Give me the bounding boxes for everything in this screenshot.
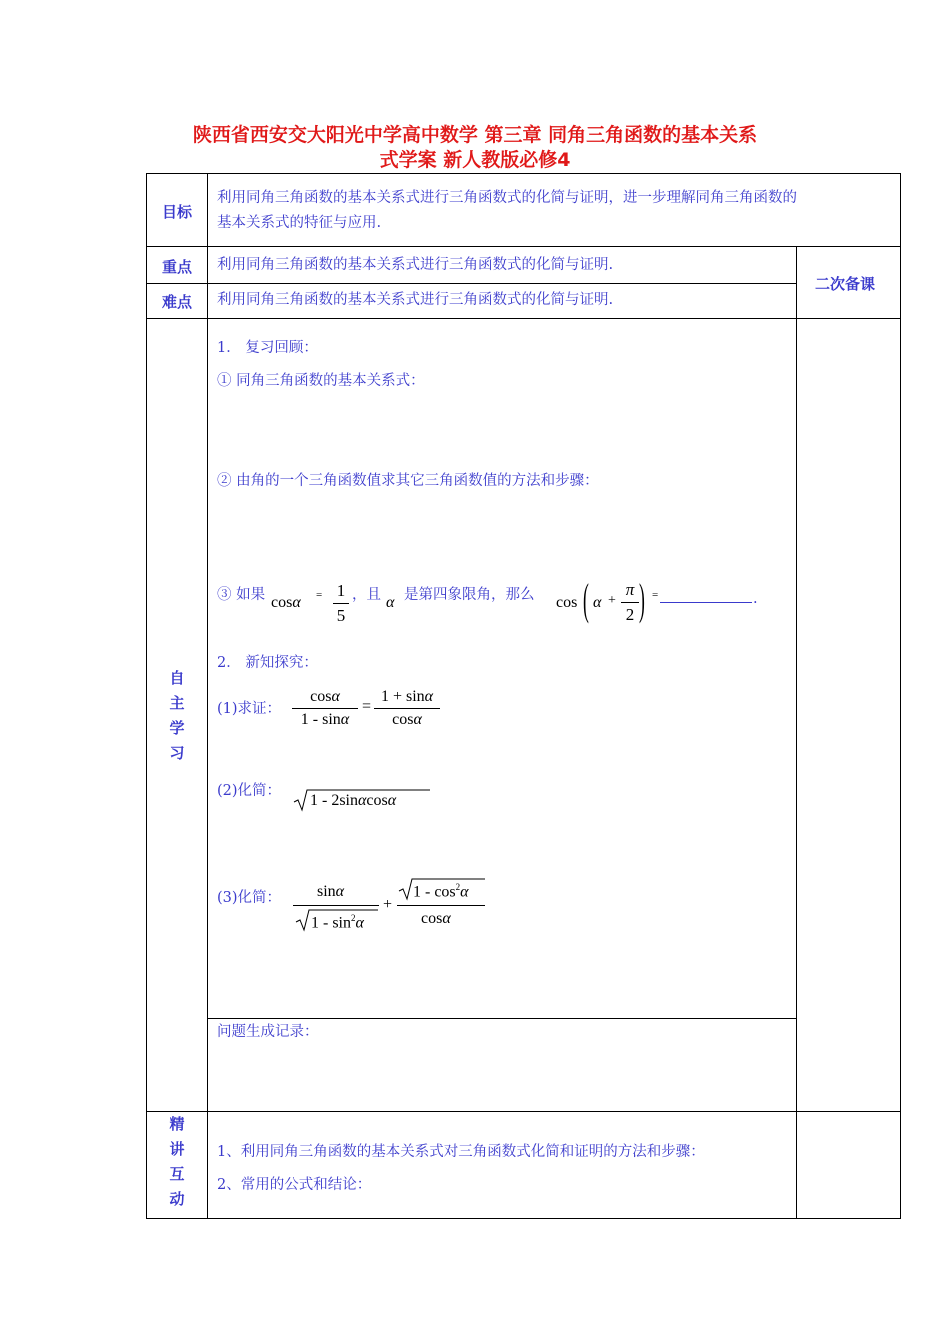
review-item-3-end: . <box>753 591 758 607</box>
review-item-2: ② 由角的一个三角函数值求其它三角函数值的方法和步骤： <box>217 473 599 489</box>
review-item-3-mid1: ，且 <box>352 587 381 603</box>
review-item-1: ① 同角三角函数的基本关系式： <box>217 373 425 389</box>
goal-text-line-2: 基本关系式的特征与应用. <box>217 215 382 231</box>
lecture-item-2: 2、常用的公式和结论： <box>217 1177 372 1193</box>
review-heading: 1． 复习回顾： <box>217 340 318 356</box>
right-paren: ) <box>639 575 645 624</box>
key-point-text: 利用同角三角函数的基本关系式进行三角函数式的化简与证明. <box>217 257 614 273</box>
problem-record-label: 问题生成记录： <box>217 1024 319 1040</box>
difficulty-text: 利用同角三角函数的基本关系式进行三角函数式的化简与证明. <box>217 292 614 308</box>
second-prep-label: 二次备课 <box>815 275 876 293</box>
simplify-plus: + <box>383 896 393 913</box>
lecture-item-1: 1、利用同角三角函数的基本关系式对三角函数式化简和证明的方法和步骤： <box>217 1144 705 1160</box>
review-item-3-prefix: ③ 如果 <box>217 587 266 603</box>
goal-label: 目标 <box>162 203 193 221</box>
review-item-3-mid2: 是第四象限角，那么 <box>404 587 535 603</box>
explore-2-label: (2)化简： <box>217 783 282 799</box>
explore-1-label: (1)求证： <box>217 701 282 717</box>
explore-3-label: (3)化简： <box>217 890 282 906</box>
left-paren: ( <box>583 575 589 624</box>
document-title-line-2: 式学案 新人教版必修4 <box>379 149 571 171</box>
cos-label: cos <box>556 594 578 611</box>
equals-sign: = <box>316 589 323 601</box>
pi-over-two-fraction: π 2 <box>621 580 639 625</box>
lecture-interaction-label: 精 讲 互 动 <box>169 1115 185 1208</box>
difficulty-label: 难点 <box>162 293 193 311</box>
proof-equals: = <box>362 698 372 715</box>
self-study-label: 自 主 学 习 <box>169 669 185 762</box>
equals-sign-2: = <box>652 589 659 601</box>
key-point-label: 重点 <box>162 258 193 276</box>
document-title-line-1: 陕西省西安交大阳光中学高中数学 第三章 同角三角函数的基本关系 <box>192 124 758 146</box>
alpha-symbol: α <box>386 594 395 611</box>
one-fifth-fraction: 1 5 <box>333 581 349 626</box>
answer-blank[interactable] <box>660 602 752 603</box>
proof-right-fraction: 1 + sinα cosα <box>374 688 440 729</box>
cos-alpha-expr: cosα <box>271 594 301 611</box>
goal-text-line-1: 利用同角三角函数的基本关系式进行三角函数式的化简与证明，进一步理解同角三角函数的 <box>217 190 797 206</box>
proof-left-fraction: cosα 1 - sinα <box>292 688 358 729</box>
alpha-in-paren: α <box>593 594 602 611</box>
plus-sign: + <box>608 593 616 608</box>
explore-heading: 2． 新知探究： <box>217 655 318 671</box>
